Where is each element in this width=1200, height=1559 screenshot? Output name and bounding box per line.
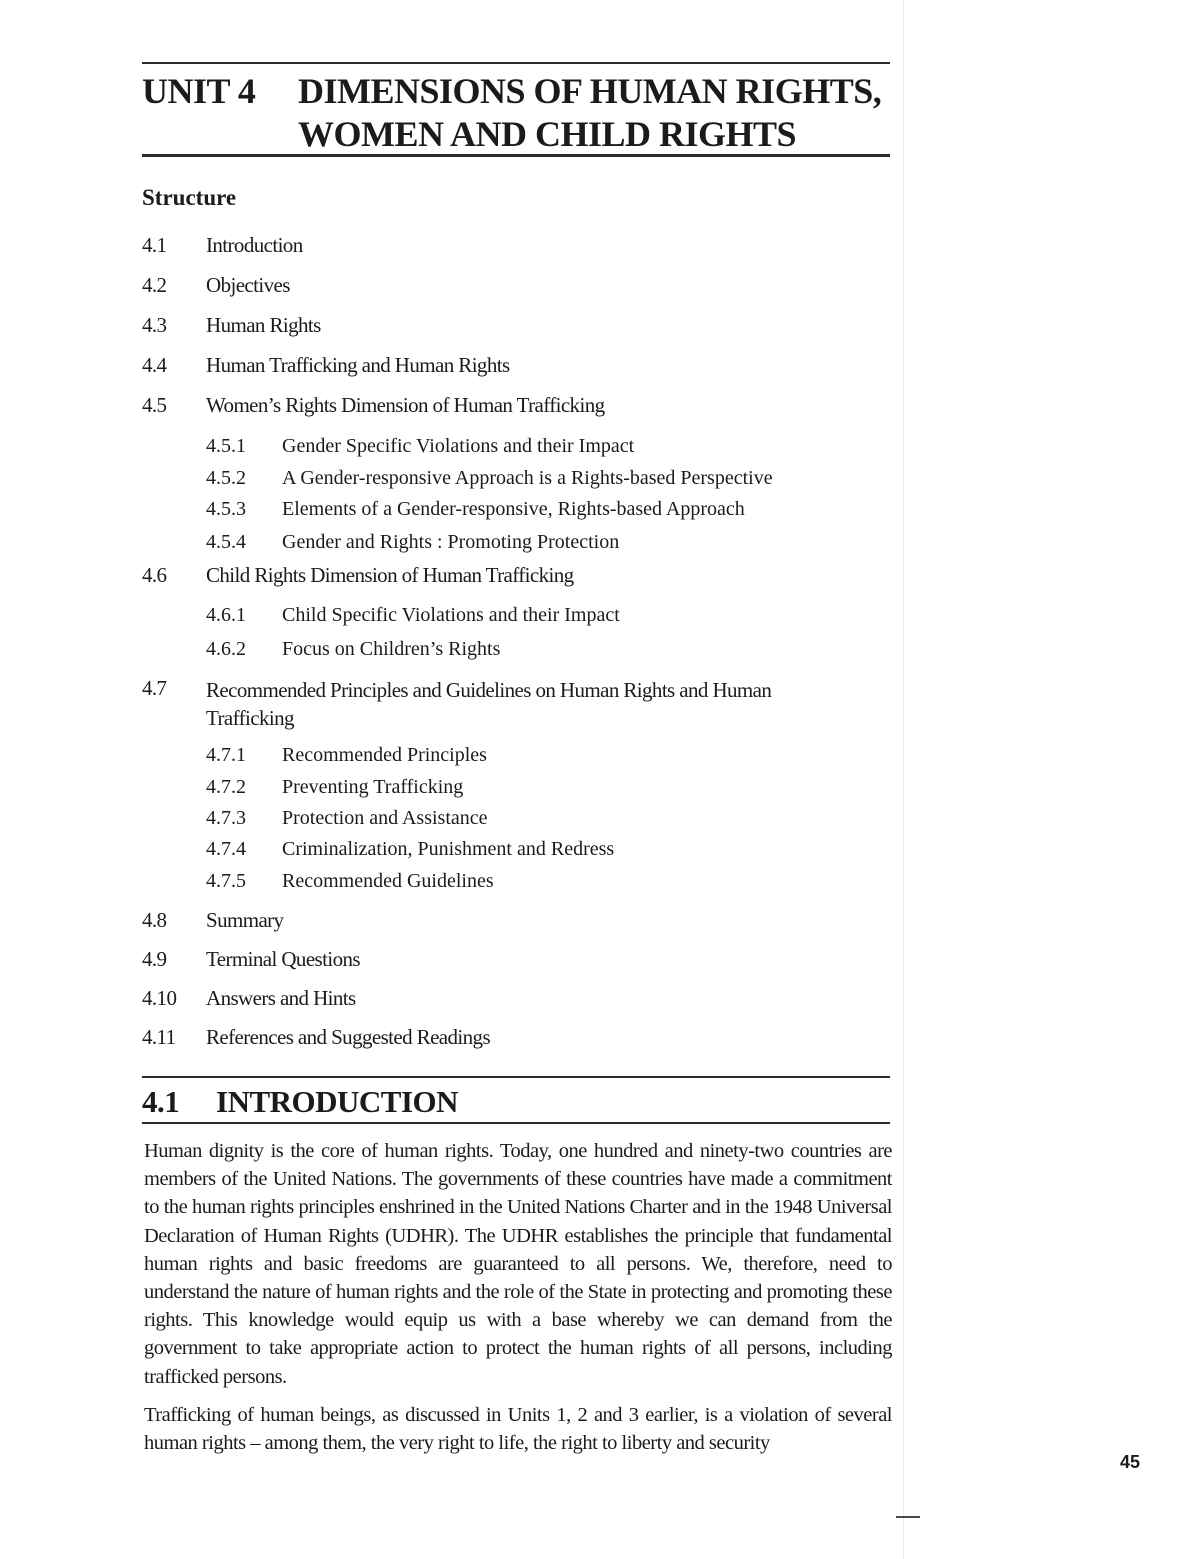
toc-entry-label: Child Rights Dimension of Human Trafficking	[206, 563, 574, 587]
intro-paragraph-1: Human dignity is the core of human rights. Today, one hundred and ninety-two countries are members of the United Nations. The governments of these countries have made a commitment to the human rights principles enshrined in the United Nations Charter and in the 1948 Universal Declaration of Human Rights (UDHR). The UDHR establishes the principle that fundamental human rights and basic freedoms are guaranteed to all persons. We, therefore, need to understand the nature of human rights and the role of the State in protecting and promoting these rights. This knowledge would equip us with a base whereby we can demand from the government to take appropriate action to protect the human rights of all persons, including trafficked persons.	[144, 1140, 892, 1388]
toc-entry-label: Human Rights	[206, 313, 321, 337]
toc-entry-number: 4.10	[142, 986, 177, 1010]
toc-subentry-number: 4.5.2	[206, 467, 246, 489]
toc-subentry-label: Recommended Guidelines	[282, 870, 494, 892]
section-top-rule	[142, 1076, 890, 1078]
toc-entry-number: 4.4	[142, 353, 167, 377]
toc-entry-label: Recommended Principles and Guidelines on Human Rights and Human Trafficking	[206, 678, 772, 730]
toc-entry-label: Answers and Hints	[206, 986, 356, 1010]
toc-entry-label: Objectives	[206, 273, 290, 297]
section-number: 4.1	[142, 1084, 180, 1119]
toc-entry-number: 4.8	[142, 908, 167, 932]
binding-edge-line	[903, 0, 904, 1559]
section-bottom-rule	[142, 1122, 890, 1124]
toc-entry-label: Human Trafficking and Human Rights	[206, 353, 510, 377]
toc-entry-label: References and Suggested Readings	[206, 1025, 491, 1049]
toc-entry-number: 4.11	[142, 1025, 176, 1049]
toc-subentry-label: Recommended Principles	[282, 744, 487, 766]
unit-number: UNIT 4	[142, 71, 256, 111]
toc-subentry-number: 4.7.1	[206, 744, 246, 766]
toc-subentry-number: 4.7.5	[206, 870, 246, 892]
unit-title-line-1: DIMENSIONS OF HUMAN RIGHTS,	[298, 71, 882, 111]
header-top-rule	[142, 62, 890, 64]
toc-subentry-number: 4.6.1	[206, 604, 246, 626]
toc-subentry-label: Protection and Assistance	[282, 807, 488, 829]
toc-subentry-number: 4.5.4	[206, 531, 246, 553]
structure-heading: Structure	[142, 185, 237, 210]
toc-entry-number: 4.7	[142, 676, 167, 700]
toc-subentry-number: 4.7.4	[206, 838, 246, 860]
toc-subentry-number: 4.5.3	[206, 498, 246, 520]
intro-paragraph-2: Trafficking of human beings, as discussed in Units 1, 2 and 3 earlier, is a violation of several human rights – among them, the very right to life, the right to liberty and security	[144, 1404, 892, 1455]
margin-tick-mark	[896, 1516, 920, 1518]
toc-subentry-label: Elements of a Gender-responsive, Rights-based Approach	[282, 498, 745, 520]
toc-subentry-label: Child Specific Violations and their Impact	[282, 604, 620, 626]
toc-entry-label: Terminal Questions	[206, 947, 360, 971]
unit-title-line-2: WOMEN AND CHILD RIGHTS	[298, 114, 797, 154]
toc-entry-label: Introduction	[206, 233, 303, 257]
toc-subentry-label: Criminalization, Punishment and Redress	[282, 838, 615, 860]
toc-entry-number: 4.3	[142, 313, 167, 337]
header-bottom-rule	[142, 154, 890, 157]
toc-subentry-number: 4.7.2	[206, 776, 246, 798]
toc-entry-label: Summary	[206, 908, 284, 932]
toc-entry-number: 4.5	[142, 393, 167, 417]
toc-subentry-number: 4.7.3	[206, 807, 246, 829]
toc-subentry-label: Preventing Trafficking	[282, 776, 464, 798]
toc-subentry-label: Focus on Children’s Rights	[282, 638, 501, 660]
toc-entry-number: 4.9	[142, 947, 167, 971]
toc-subentry-label: Gender Specific Violations and their Impact	[282, 435, 635, 457]
toc-entry-number: 4.1	[142, 233, 167, 257]
toc-subentry-number: 4.5.1	[206, 435, 246, 457]
toc-entry-number: 4.6	[142, 563, 167, 587]
toc-subentry-number: 4.6.2	[206, 638, 246, 660]
toc-entry-label: Women’s Rights Dimension of Human Trafficking	[206, 393, 605, 417]
page-number: 45	[1120, 1452, 1141, 1472]
toc-entry-number: 4.2	[142, 273, 167, 297]
section-title: INTRODUCTION	[216, 1084, 459, 1119]
toc-subentry-label: Gender and Rights : Promoting Protection	[282, 531, 620, 553]
toc-subentry-label: A Gender-responsive Approach is a Rights-based Perspective	[282, 467, 773, 489]
unit-title	[298, 70, 898, 156]
